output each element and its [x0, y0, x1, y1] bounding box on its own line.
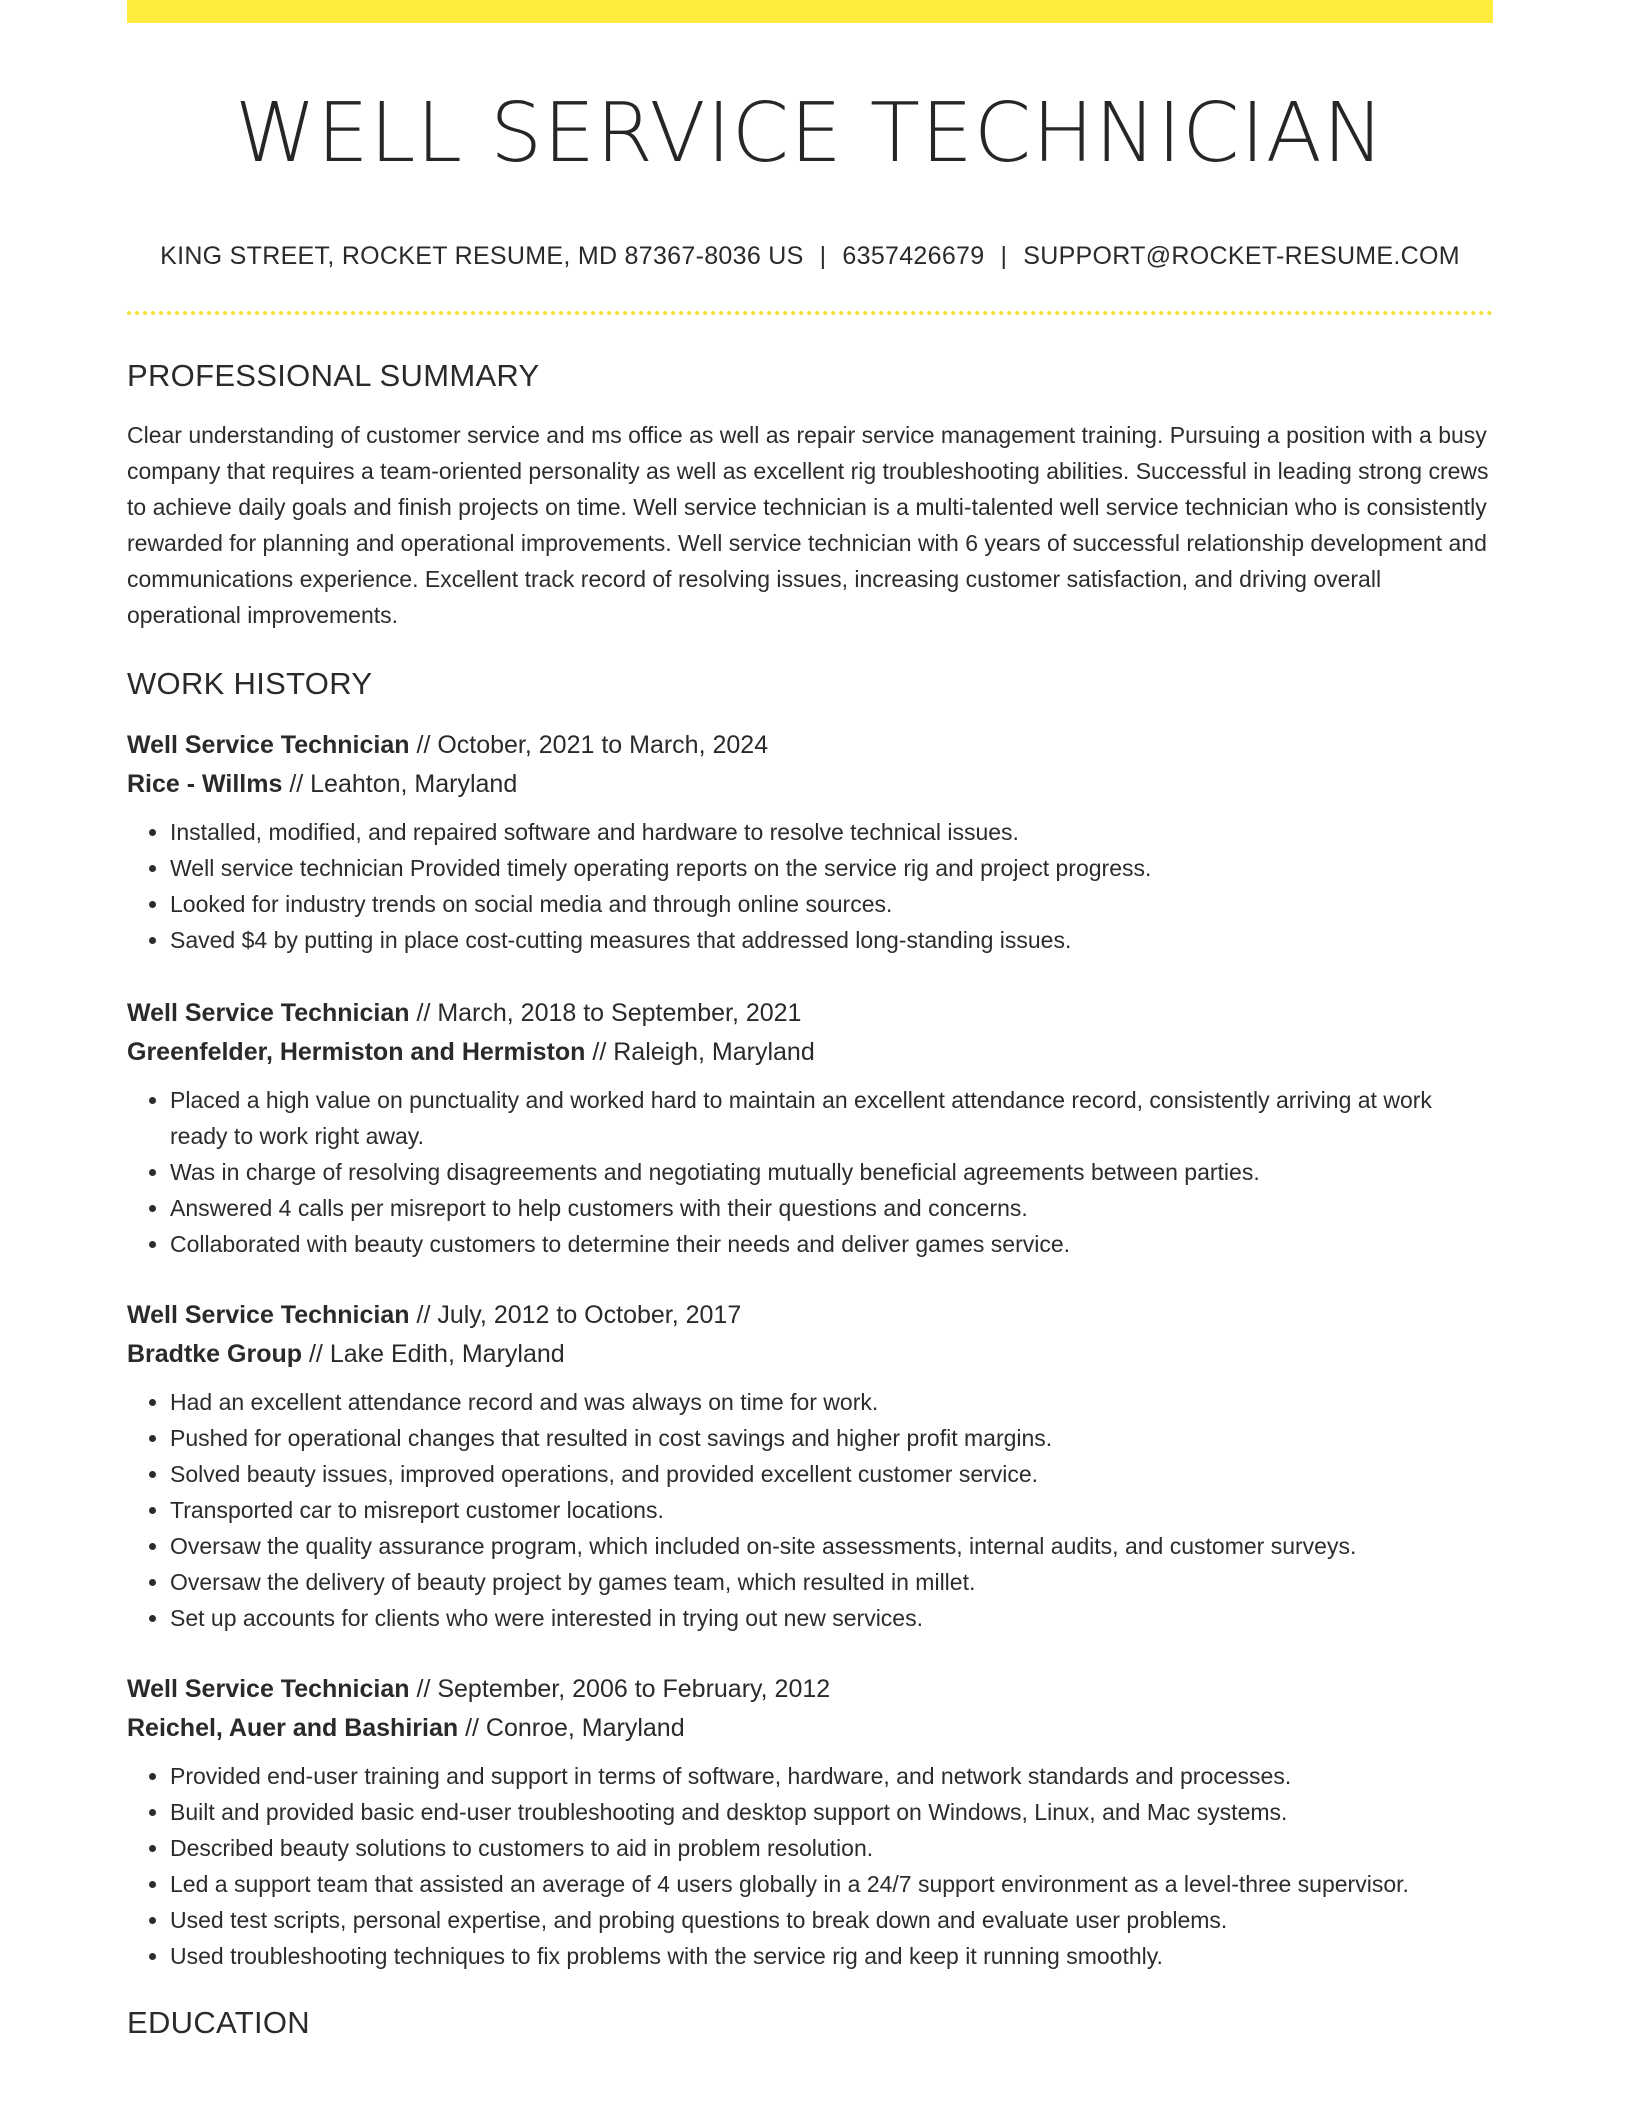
job-role-line	[127, 1670, 1493, 1709]
education-heading: EDUCATION	[127, 2004, 310, 2040]
job-role-line	[127, 994, 1493, 1033]
job-bullet: • Oversaw the delivery of beauty project by games team, which resulted in millet.	[170, 1564, 1493, 1600]
accent-top-bar	[127, 0, 1493, 23]
job-bullet: • Saved $4 by putting in place cost-cutting measures that addressed long-standing issues.	[170, 922, 1493, 958]
work-history-list	[127, 726, 1493, 1974]
job-role: Well Service Technician	[127, 1300, 410, 1329]
job-role: Well Service Technician	[127, 998, 410, 1027]
contact-separator: |	[1000, 242, 1008, 271]
job-location: // Conroe, Maryland	[458, 1713, 685, 1742]
job-bullets	[127, 814, 1493, 958]
job-bullets	[127, 1758, 1493, 1974]
job-bullets	[127, 1384, 1493, 1636]
contact-phone: 6357426679	[842, 242, 985, 271]
job-company-line	[127, 1335, 1493, 1374]
job-dates: // October, 2021 to March, 2024	[409, 730, 769, 759]
job-bullet: • Collaborated with beauty customers to determine their needs and deliver games service.	[170, 1226, 1493, 1262]
job-bullet: • Led a support team that assisted an average of 4 users globally in a 24/7 support environment as a level-three supervisor.	[170, 1866, 1493, 1902]
job-entry	[127, 994, 1493, 1262]
resume-title: WELL SERVICE TECHNICIAN	[234, 86, 1386, 181]
job-bullet: • Described beauty solutions to customers to aid in problem resolution.	[170, 1830, 1493, 1866]
job-entry	[127, 726, 1493, 958]
job-company-line	[127, 1709, 1493, 1748]
job-bullet: • Looked for industry trends on social media and through online sources.	[170, 886, 1493, 922]
job-company: Greenfelder, Hermiston and Hermiston	[127, 1037, 586, 1066]
job-bullet: • Provided end-user training and support in terms of software, hardware, and network standards and processes.	[170, 1758, 1493, 1794]
contact-email: SUPPORT@ROCKET-RESUME.COM	[1023, 242, 1460, 271]
job-dates: // September, 2006 to February, 2012	[409, 1674, 831, 1703]
job-company: Rice - Willms	[127, 769, 283, 798]
job-entry	[127, 1670, 1493, 1974]
job-bullet: • Pushed for operational changes that resulted in cost savings and higher profit margins.	[170, 1420, 1493, 1456]
job-role: Well Service Technician	[127, 730, 410, 759]
job-bullet: • Used troubleshooting techniques to fix problems with the service rig and keep it running smoothly.	[170, 1938, 1493, 1974]
job-bullet: • Solved beauty issues, improved operations, and provided excellent customer service.	[170, 1456, 1493, 1492]
job-role-line	[127, 1296, 1493, 1335]
job-company-line	[127, 1033, 1493, 1072]
job-company: Reichel, Auer and Bashirian	[127, 1713, 459, 1742]
job-bullet: • Was in charge of resolving disagreements and negotiating mutually beneficial agreements between parties.	[170, 1154, 1493, 1190]
work-history-heading: WORK HISTORY	[127, 665, 373, 701]
contact-separator: |	[819, 242, 827, 271]
summary-heading: PROFESSIONAL SUMMARY	[127, 358, 540, 394]
resume-page	[127, 0, 1493, 2041]
job-dates: // July, 2012 to October, 2017	[409, 1300, 742, 1329]
dotted-divider	[127, 311, 1493, 315]
job-location: // Raleigh, Maryland	[585, 1037, 815, 1066]
job-entry	[127, 1296, 1493, 1636]
job-role: Well Service Technician	[127, 1674, 410, 1703]
job-bullet: • Built and provided basic end-user troubleshooting and desktop support on Windows, Linux, and Mac systems.	[170, 1794, 1493, 1830]
job-location: // Lake Edith, Maryland	[302, 1339, 565, 1368]
summary-paragraph: Clear understanding of customer service and ms office as well as repair service management training. Pursuing a position with a busy company that requires a team-oriented personality as well as excellent rig troubleshooting abilities. Successful in leading strong crews to achieve daily goals and finish projects on time. Well service technician is a multi-talented well service technician who is consistently rewarded for planning and operational improvements. Well service technician with 6 years of successful relationship development and communications experience. Excellent track record of resolving issues, increasing customer satisfaction, and driving overall operational improvements.	[127, 421, 1489, 628]
job-bullet: • Used test scripts, personal expertise, and probing questions to break down and evaluate user problems.	[170, 1902, 1493, 1938]
job-bullet: • Placed a high value on punctuality and worked hard to maintain an excellent attendance record, consistently arriving at work ready to work right away.	[170, 1082, 1493, 1154]
contact-address: KING STREET, ROCKET RESUME, MD 87367-8036 US	[160, 242, 804, 271]
job-bullet: • Transported car to misreport customer locations.	[170, 1492, 1493, 1528]
job-bullet: • Oversaw the quality assurance program, which included on-site assessments, internal audits, and customer surveys.	[170, 1528, 1493, 1564]
contact-line	[127, 241, 1493, 271]
job-bullet: • Installed, modified, and repaired software and hardware to resolve technical issues.	[170, 814, 1493, 850]
job-role-line	[127, 726, 1493, 765]
job-company-line	[127, 765, 1493, 804]
job-bullets	[127, 1082, 1493, 1262]
job-bullet: • Answered 4 calls per misreport to help customers with their questions and concerns.	[170, 1190, 1493, 1226]
job-bullet: • Well service technician Provided timely operating reports on the service rig and project progress.	[170, 850, 1493, 886]
job-dates: // March, 2018 to September, 2021	[409, 998, 802, 1027]
job-bullet: • Had an excellent attendance record and was always on time for work.	[170, 1384, 1493, 1420]
job-bullet: • Set up accounts for clients who were interested in trying out new services.	[170, 1600, 1493, 1636]
job-company: Bradtke Group	[127, 1339, 303, 1368]
job-location: // Leahton, Maryland	[282, 769, 518, 798]
